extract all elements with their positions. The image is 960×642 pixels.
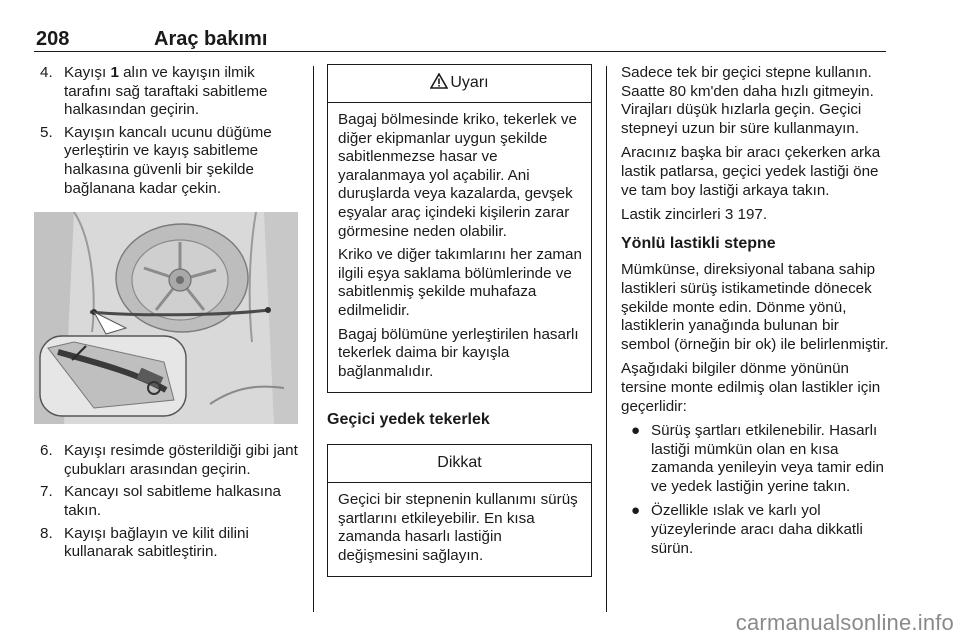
caution-header [328, 445, 591, 483]
warning-paragraph: Bagaj bölmesinde kriko, tekerlek ve diğer ekipmanlar uygun şekilde sabitlenmezse hasar ve yaralanmaya yol açabilir. Ani duruşlarda veya kazalarda, gevşek eşyalar araç içindeki kişilerin zarar görmesine neden olabilir. [338, 111, 577, 240]
step-number: 8. [40, 524, 53, 542]
step-item [34, 124, 298, 198]
bullet-icon: ● [631, 422, 641, 440]
page-number: 208 [36, 28, 70, 50]
column-divider [606, 66, 607, 612]
warning-paragraph: Bagaj bölümüne yerleştirilen hasarlı tekerlek daima bir kayışla bağlanmalıdır. [338, 325, 579, 380]
body-paragraph: Mümkünse, direksiyonal tabana sahip lastikleri sürüş istikametinde dönecek şekilde monte edin. Dönme yönü, lastiklerin yanağında bulunan bir sembol (örneğin bir ok) ile belirlenmiştir. [621, 261, 889, 353]
warning-body [328, 103, 591, 392]
step-item [34, 64, 298, 120]
cross-reference-page[interactable]: 197. [737, 206, 768, 224]
warning-paragraph: Kriko ve diğer takımlarını her zaman ilgili eşya saklama bölümlerinde ve sabitlenmiş şekilde muhafaza edilmelidir. [338, 246, 582, 319]
bullet-item [621, 502, 889, 558]
watermark: carmanualsonline.info [735, 610, 954, 635]
column-right [621, 64, 889, 564]
body-paragraph: Aracınız başka bir aracı çekerken arka lastik patlarsa, geçici yedek lastiği öne ve tam boy lastiği arkaya takın. [621, 144, 881, 199]
column-middle [327, 64, 592, 591]
bullet-item [621, 422, 889, 496]
caution-box [327, 444, 592, 577]
body-paragraph: Aşağıdaki bilgiler dönme yönünün tersine monte edilmiş olan lastikler için geçerlidir: [621, 360, 881, 415]
page-header [34, 20, 886, 54]
caution-paragraph: Geçici bir stepnenin kullanımı sürüş şartlarını etkileyebilir. En kısa zamanda hasarlı lastiğin değişmesini sağlayın. [338, 490, 578, 564]
step-item [34, 442, 298, 479]
step-item [34, 525, 298, 562]
bullet-text: Sürüş şartları etkilenebilir. Hasarlı lastiği mümkün olan en kısa zamanda yenileyin veya tamir edin ve yedek lastiğin yerine takın. [651, 422, 884, 495]
step-number: 7. [40, 483, 53, 501]
step-number: 5. [40, 123, 53, 141]
warning-box [327, 64, 592, 393]
step-text: Kayışı 1 alın ve kayışın ilmik tarafını sağ taraftaki sabitleme halkasından geçirin. [64, 64, 268, 119]
step-text: Kayışın kancalı ucunu düğüme yerleştirin ve kayış sabitleme halkasına güvenli bir şekilde bağlanana kadar çekin. [64, 123, 272, 197]
bullet-text: Özellikle ıslak ve karlı yol yüzeylerinde aracı daha dikkatli sürün. [651, 502, 863, 557]
column-left [34, 64, 298, 566]
chapter-title: Araç bakımı [154, 28, 268, 50]
caution-title: Dikkat [437, 454, 482, 472]
spare-wheel-strap-illustration [34, 212, 298, 424]
step-number: 4. [40, 64, 53, 81]
step-text: Kayışı resimde gösterildiği gibi jant çubukları arasından geçirin. [64, 442, 298, 478]
body-paragraph: Sadece tek bir geçici stepne kullanın. Saatte 80 km'den daha hızlı gitmeyin. Virajları düşük hızlarla geçin. Geçici stepneyi uzun bir süre kullanmayın. [621, 64, 874, 137]
page-ref-arrow-icon: 3 [724, 206, 734, 224]
caution-body [328, 483, 591, 576]
warning-header [328, 65, 591, 103]
warning-title: Uyarı [450, 74, 489, 92]
cross-reference-text: Lastik zincirleri [621, 206, 721, 224]
step-number: 6. [40, 442, 53, 460]
section-title: Yönlü lastikli stepne [621, 234, 776, 252]
step-text: Kayışı bağlayın ve kilit dilini kullanarak sabitleştirin. [64, 524, 249, 561]
column-divider [313, 66, 314, 612]
cross-reference [621, 206, 889, 225]
step-text: Kancayı sol sabitleme halkasına takın. [64, 483, 281, 519]
step-item [34, 483, 298, 520]
warning-triangle-icon [430, 73, 448, 95]
section-title: Geçici yedek tekerlek [327, 411, 490, 429]
bullet-icon: ● [631, 502, 641, 520]
header-divider [34, 51, 886, 52]
